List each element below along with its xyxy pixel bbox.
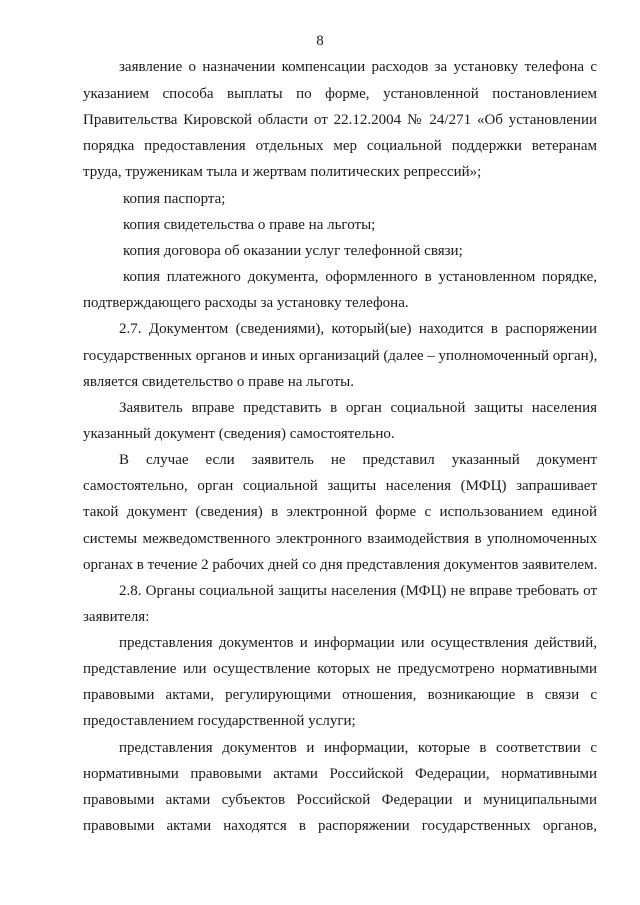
text-line: правовыми актами, регулирующими отношения, возникающие в связи с [83,687,597,703]
text-line: нормативными правовыми актами Российской Федерации, нормативными [83,766,597,782]
text-line: государственных органов и иных организаций (далее – уполномоченный орган), [83,348,598,364]
text-line: заявителя: [83,609,150,625]
text-line: такой документ (сведения) в электронной форме с использованием единой [83,504,597,520]
text-line: подтверждающего расходы за установку телефона. [83,295,409,311]
text-line: 2.7. Документом (сведениями), который(ые) находится в распоряжении [119,321,597,337]
text-line: копия паспорта; [123,191,226,207]
text-line: системы межведомственного электронного взаимодействия в уполномоченных [83,531,597,547]
text-line: заявление о назначении компенсации расходов за установку телефона с [119,59,597,75]
text-line: указанный документ (сведения) самостоятельно. [83,426,395,442]
text-line: Правительства Кировской области от 22.12.2004 № 24/271 «Об установлении [83,112,597,128]
text-line: копия платежного документа, оформленного в установленном порядке, [123,269,597,285]
text-line: копия свидетельства о праве на льготы; [123,217,376,233]
text-line: копия договора об оказании услуг телефонной связи; [123,243,463,259]
text-line: указанием способа выплаты по форме, установленной постановлением [83,86,597,102]
text-line: представления документов и информации, которые в соответствии с [119,740,597,756]
text-line: представления документов и информации или осуществления действий, [119,635,597,651]
page-number: 8 [316,33,324,49]
text-line: предоставлением государственной услуги; [83,713,356,729]
text-line: порядка предоставления отдельных мер социальной поддержки ветеранам [83,138,597,154]
text-line: 2.8. Органы социальной защиты населения (МФЦ) не вправе требовать от [119,583,597,599]
text-line: самостоятельно, орган социальной защиты населения (МФЦ) запрашивает [83,478,597,494]
text-line: труда, труженикам тыла и жертвам политических репрессий»; [83,164,482,180]
text-line: правовыми актами субъектов Российской Федерации и муниципальными [83,792,597,808]
text-line: органах в течение 2 рабочих дней со дня представления документов заявителем. [83,557,598,573]
text-line: является свидетельство о праве на льготы. [83,374,354,390]
text-line: Заявитель вправе представить в орган социальной защиты населения [119,400,597,416]
text-line: В случае если заявитель не представил указанный документ [119,452,597,468]
text-line: правовыми актами находятся в распоряжении государственных органов, [83,818,597,834]
text-line: представление или осуществление которых не предусмотрено нормативными [83,661,597,677]
